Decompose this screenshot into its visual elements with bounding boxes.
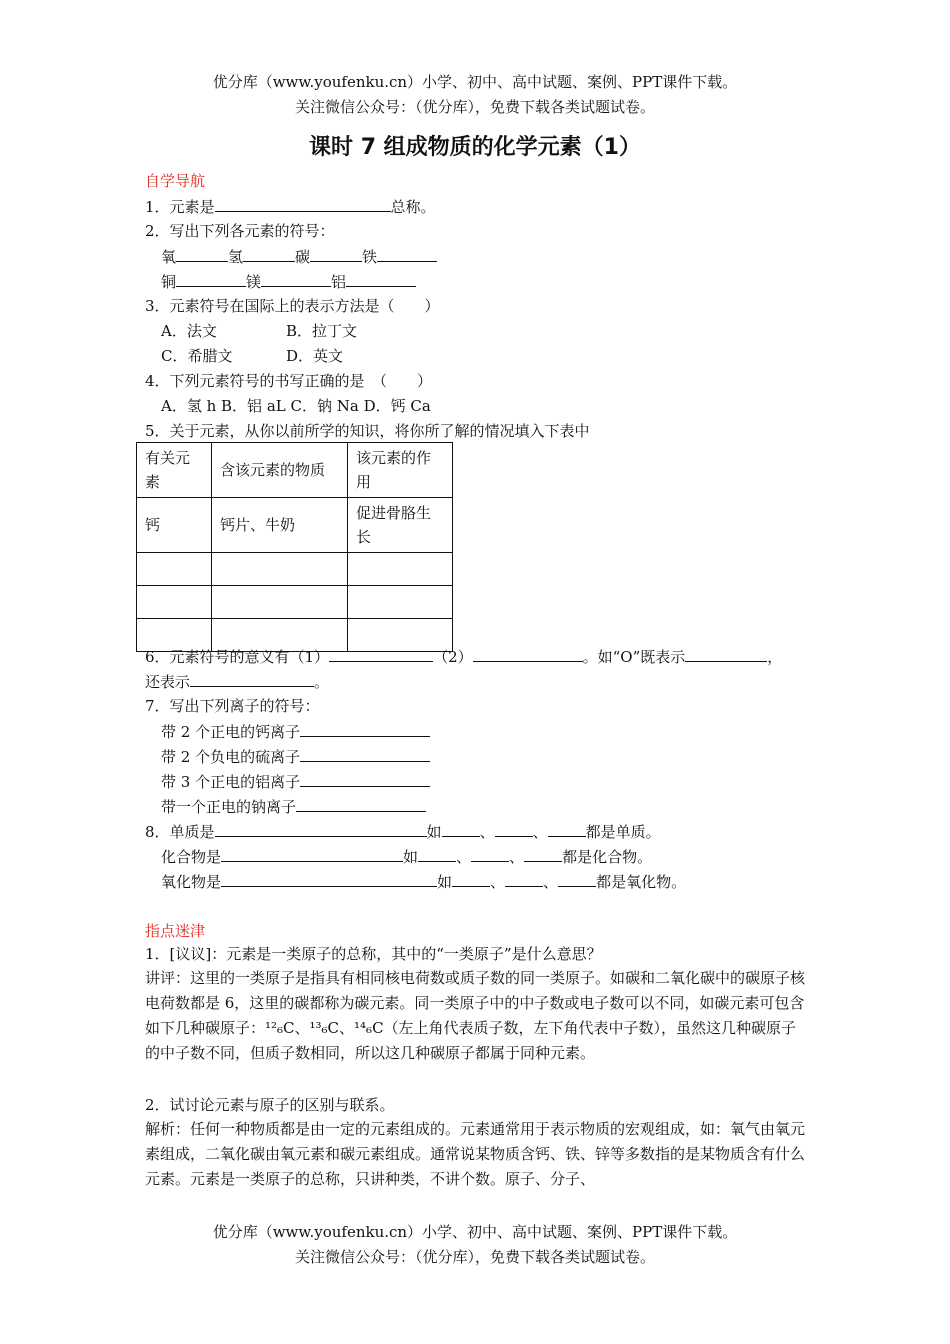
footer-line-1: 优分库（www.youfenku.cn）小学、初中、高中试题、案例、PPT课件下载。 [212, 1223, 738, 1241]
element-table [136, 442, 453, 652]
answer-blank[interactable] [505, 870, 543, 887]
table-header-cell: 含该元素的物质 [212, 443, 348, 498]
q3-option-a[interactable]: A．法文 [161, 322, 217, 340]
section-heading-tips: 指点迷津 [145, 922, 206, 940]
answer-blank[interactable] [300, 770, 430, 787]
question-7-stem: 7．写出下列离子的符号： [145, 697, 320, 715]
answer-blank[interactable] [558, 870, 596, 887]
discussion-2-answer: 解析：任何一种物质都是由一定的元素组成的。元素通常用于表示物质的宏观组成，如：氧气由氧元素组成，二氧化碳由氧元素和碳元素组成。通常说某物质含钙、铁、锌等多数指的是某物质含有什么元素。元素是一类原子的总称，只讲种类，不讲个数。原子、分子、 [145, 1120, 806, 1188]
table-header-cell: 有关元素 [137, 443, 212, 498]
question-8-line-1: 8．单质是 如 、 、 都是单质。 [145, 820, 661, 843]
table-cell-empty[interactable] [137, 553, 212, 586]
q7-item: 带一个正电的钠离子 [161, 795, 426, 818]
answer-blank[interactable] [221, 870, 437, 887]
question-8-line-2: 化合物是 如 、 、 都是化合物。 [161, 845, 652, 868]
table-cell: 钙 [137, 498, 212, 553]
table-header-row [137, 443, 453, 498]
answer-blank[interactable] [377, 245, 437, 262]
header-line-2: 关注微信公众号：（优分库），免费下载各类试题试卷。 [294, 98, 655, 116]
question-1: 1．元素是 总称。 [145, 195, 436, 218]
table-cell-empty[interactable] [137, 586, 212, 619]
q7-item: 带 2 个负电的硫离子 [161, 745, 430, 768]
question-4-stem: 4．下列元素符号的书写正确的是 （ ） [145, 372, 433, 390]
answer-blank[interactable] [685, 645, 767, 662]
table-cell: 促进骨胳生长 [348, 498, 453, 553]
answer-blank[interactable] [548, 820, 586, 837]
table-cell-empty[interactable] [212, 586, 348, 619]
answer-blank[interactable] [346, 270, 416, 287]
question-2-stem: 2．写出下列各元素的符号： [145, 222, 335, 240]
q7-item: 带 2 个正电的钙离子 [161, 720, 430, 743]
footer-line-2: 关注微信公众号：（优分库），免费下载各类试题试卷。 [294, 1248, 655, 1266]
answer-blank[interactable] [176, 245, 228, 262]
answer-blank[interactable] [215, 820, 427, 837]
page-title: 课时 7 组成物质的化学元素（1） [309, 135, 641, 160]
answer-blank[interactable] [190, 670, 314, 687]
answer-blank[interactable] [243, 245, 295, 262]
answer-blank[interactable] [524, 845, 562, 862]
section-heading-self-study: 自学导航 [145, 172, 206, 190]
table-cell-empty[interactable] [348, 586, 453, 619]
answer-blank[interactable] [310, 245, 362, 262]
q3-option-c[interactable]: C．希腊文 [161, 347, 233, 365]
answer-blank[interactable] [300, 745, 430, 762]
discussion-1-question: 1．[议议]：元素是一类原子的总称，其中的“一类原子”是什么意思？ [145, 945, 602, 963]
answer-blank[interactable] [442, 820, 480, 837]
q3-option-d[interactable]: D．英文 [286, 347, 344, 365]
table-cell-empty[interactable] [348, 553, 453, 586]
discussion-2-question: 2．试讨论元素与原子的区别与联系。 [145, 1096, 395, 1114]
answer-blank[interactable] [329, 645, 433, 662]
answer-blank[interactable] [300, 720, 430, 737]
question-6-line-2: 还表示 。 [145, 670, 329, 693]
answer-blank[interactable] [452, 870, 490, 887]
question-6: 6．元素符号的意义有（1） （2） 。如“O”既表示 ， [145, 645, 782, 668]
answer-blank[interactable] [221, 845, 403, 862]
answer-blank[interactable] [473, 645, 583, 662]
table-row [137, 586, 453, 619]
discussion-1-answer: 讲评：这里的一类原子是指具有相同核电荷数或质子数的同一类原子。如碳和二氧化碳中的碳原子核电荷数都是 6，这里的碳都称为碳元素。同一类原子中的中子数或电子数可以不同，如碳元素可包含如下几种碳原子：¹²₆C、¹³₆C、¹⁴₆C（左上角代表质子数，左下角代表中子数），虽然这几种碳原子的中子数不同，但质子数相同，所以这几种碳原子都属于同种元素。 [145, 969, 806, 1062]
answer-blank[interactable] [261, 270, 331, 287]
answer-blank[interactable] [471, 845, 509, 862]
table-cell-empty[interactable] [212, 553, 348, 586]
answer-blank[interactable] [495, 820, 533, 837]
table-cell: 钙片、牛奶 [212, 498, 348, 553]
question-8-line-3: 氧化物是 如 、 、 都是氧化物。 [161, 870, 686, 893]
answer-blank[interactable] [215, 195, 391, 212]
table-header-cell: 该元素的作用 [348, 443, 453, 498]
q3-option-b[interactable]: B．拉丁文 [286, 322, 358, 340]
q4-options: A．氢 h B．铝 aL C．钠 Na D．钙 Ca [161, 397, 431, 415]
answer-blank[interactable] [176, 270, 246, 287]
answer-blank[interactable] [296, 795, 426, 812]
q7-item: 带 3 个正电的铝离子 [161, 770, 430, 793]
table-row [137, 553, 453, 586]
header-line-1: 优分库（www.youfenku.cn）小学、初中、高中试题、案例、PPT课件下载。 [212, 73, 738, 91]
question-5-stem: 5．关于元素，从你以前所学的知识，将你所了解的情况填入下表中 [145, 422, 590, 440]
question-2-row-2: 铜 镁 铝 [161, 270, 416, 293]
answer-blank[interactable] [418, 845, 456, 862]
question-3-stem: 3．元素符号在国际上的表示方法是（ ） [145, 297, 440, 315]
table-row [137, 498, 453, 553]
question-2-row-1: 氧 氢 碳 铁 [161, 245, 437, 268]
